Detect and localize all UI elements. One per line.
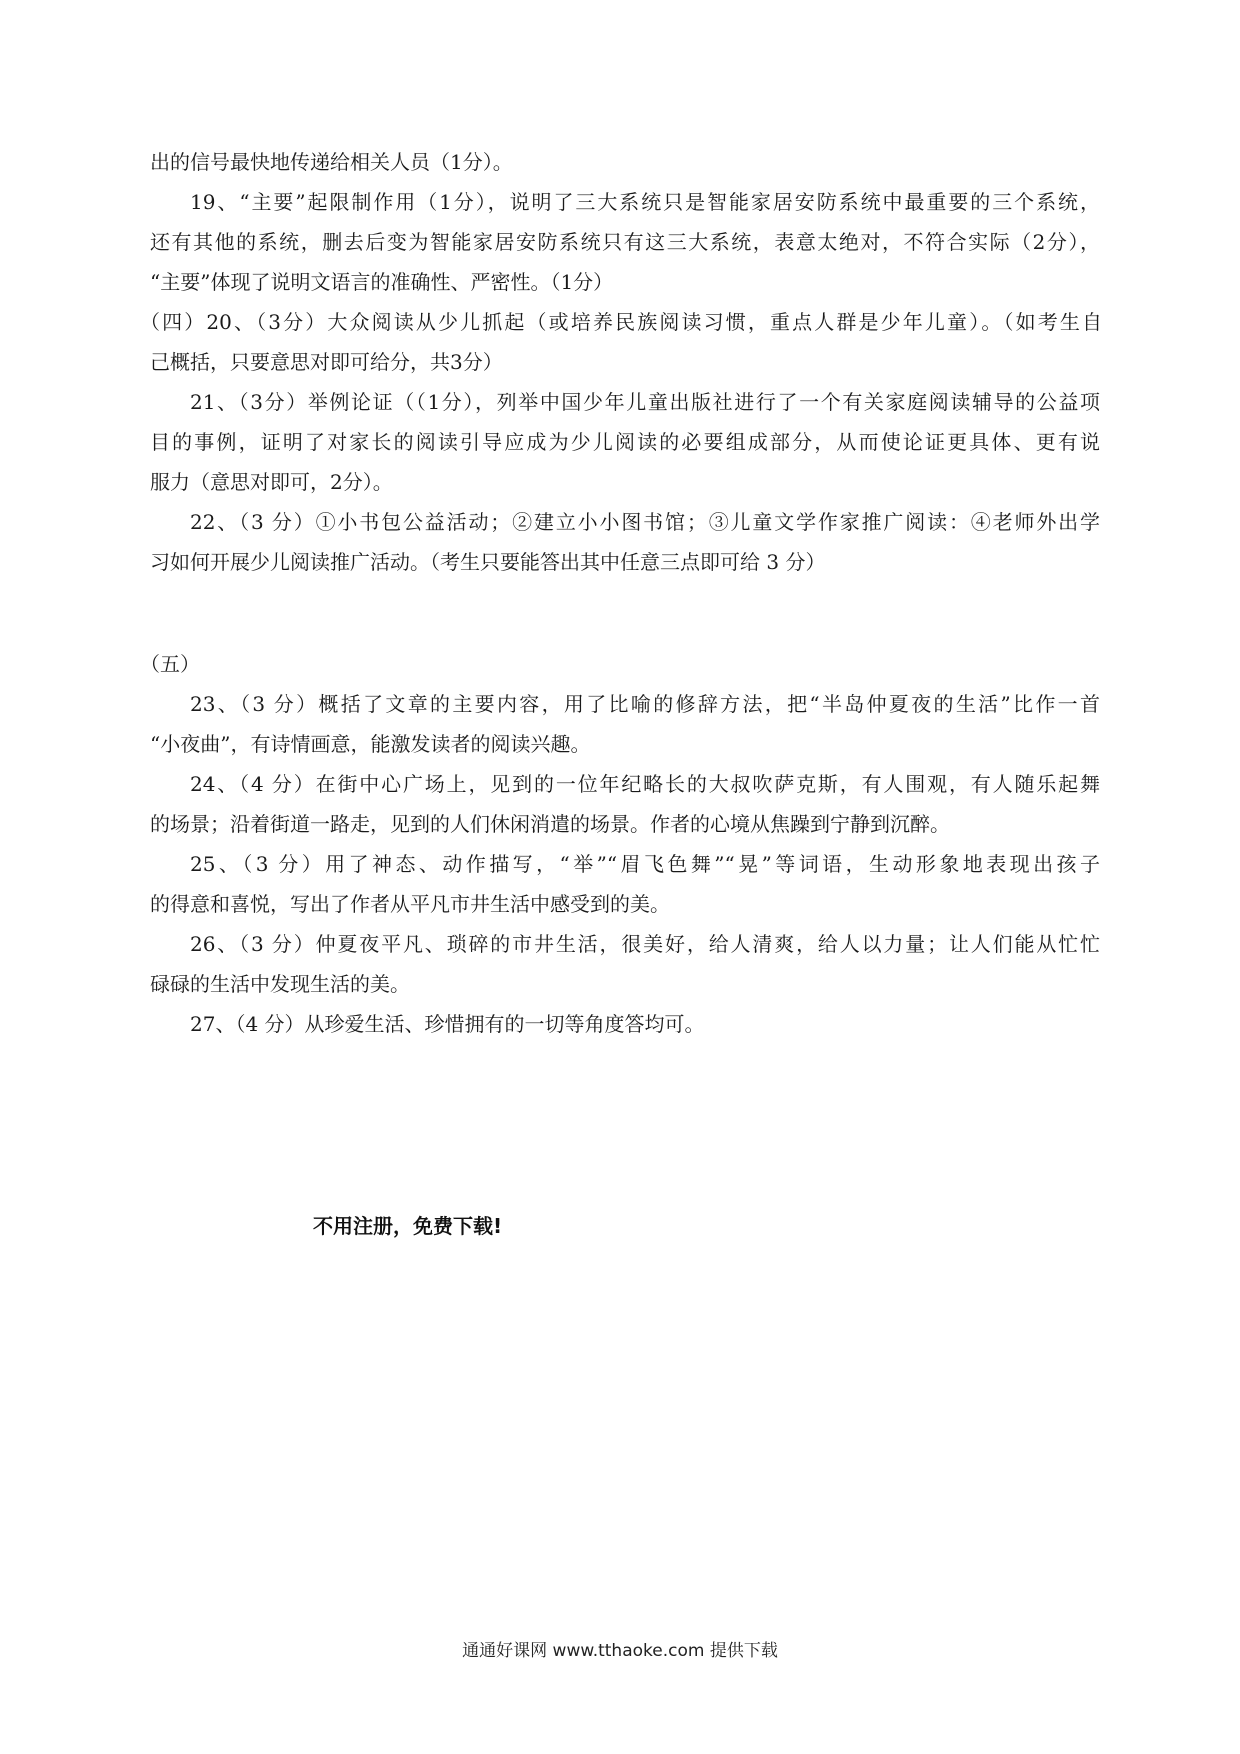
text-line: 的得意和喜悦，写出了作者从平凡市井生活中感受到的美。	[150, 892, 670, 916]
text-line: 24、（4 分）在街中心广场上，见到的一位年纪略长的大叔吹萨克斯，有人围观，有人随乐起舞	[190, 772, 1100, 796]
section-gap	[150, 582, 1100, 644]
answer-q19	[150, 182, 1100, 302]
text-line: （四）20、（3分）大众阅读从少儿抓起（或培养民族阅读习惯，重点人群是少年儿童）。（如考生自	[140, 310, 1102, 334]
text-line: 习如何开展少儿阅读推广活动。（考生只要能答出其中任意三点即可给 3 分）	[150, 550, 826, 574]
text-line: 21、（3分）举例论证（（1分），列举中国少年儿童出版社进行了一个有关家庭阅读辅导的公益项	[190, 390, 1100, 414]
section-label: （五）	[140, 652, 200, 676]
text-line: “小夜曲”，有诗情画意，能激发读者的阅读兴趣。	[150, 732, 591, 756]
answer-continuation	[150, 142, 1100, 182]
text-line: 26、（3 分）仲夏夜平凡、琐碎的市井生活，很美好，给人清爽，给人以力量；让人们能从忙忙	[190, 932, 1100, 956]
answer-content	[140, 142, 1102, 1044]
text-line: 己概括，只要意思对即可给分，共3分）	[150, 350, 503, 374]
text-line: 还有其他的系统，删去后变为智能家居安防系统只有这三大系统，表意太绝对，不符合实际（2分），	[150, 230, 1100, 254]
text-line: “主要”体现了说明文语言的准确性、严密性。（1分）	[150, 270, 614, 294]
text-line: 目的事例，证明了对家长的阅读引导应成为少儿阅读的必要组成部分，从而使论证更具体、更有说	[150, 430, 1100, 454]
text-line: 19、“主要”起限制作用（1分），说明了三大系统只是智能家居安防系统中最重要的三个系统，	[190, 190, 1100, 214]
answer-q21	[150, 382, 1100, 502]
answer-q20	[140, 302, 1102, 382]
text-line: 碌碌的生活中发现生活的美。	[150, 972, 410, 996]
text-line: 27、（4 分）从珍爱生活、珍惜拥有的一切等角度答均可。	[190, 1012, 705, 1036]
answer-q27	[150, 1004, 1100, 1044]
answer-q22	[150, 502, 1100, 582]
text-line: 的场景；沿着街道一路走，见到的人们休闲消遣的场景。作者的心境从焦躁到宁静到沉醉。	[150, 812, 950, 836]
answer-q24	[150, 764, 1100, 844]
text-line: 出的信号最快地传递给相关人员（1分）。	[150, 150, 513, 174]
text-line: 22、（3 分）①小书包公益活动；②建立小小图书馆；③儿童文学作家推广阅读：④老师外出学	[190, 510, 1100, 534]
answer-q25	[150, 844, 1100, 924]
text-line: 25、（3 分）用了神态、动作描写，“举”“眉飞色舞”“晃”等词语，生动形象地表现出孩子	[190, 852, 1100, 876]
text-line: 23、（3 分）概括了文章的主要内容，用了比喻的修辞方法，把“半岛仲夏夜的生活”比作一首	[190, 692, 1100, 716]
page-footer: 通通好课网 www.tthaoke.com 提供下载	[462, 1641, 778, 1661]
promo-text: 不用注册，免费下载!	[313, 1214, 503, 1238]
answer-q26	[150, 924, 1100, 1004]
text-line: 服力（意思对即可，2分）。	[150, 470, 393, 494]
answer-q23	[150, 684, 1100, 764]
